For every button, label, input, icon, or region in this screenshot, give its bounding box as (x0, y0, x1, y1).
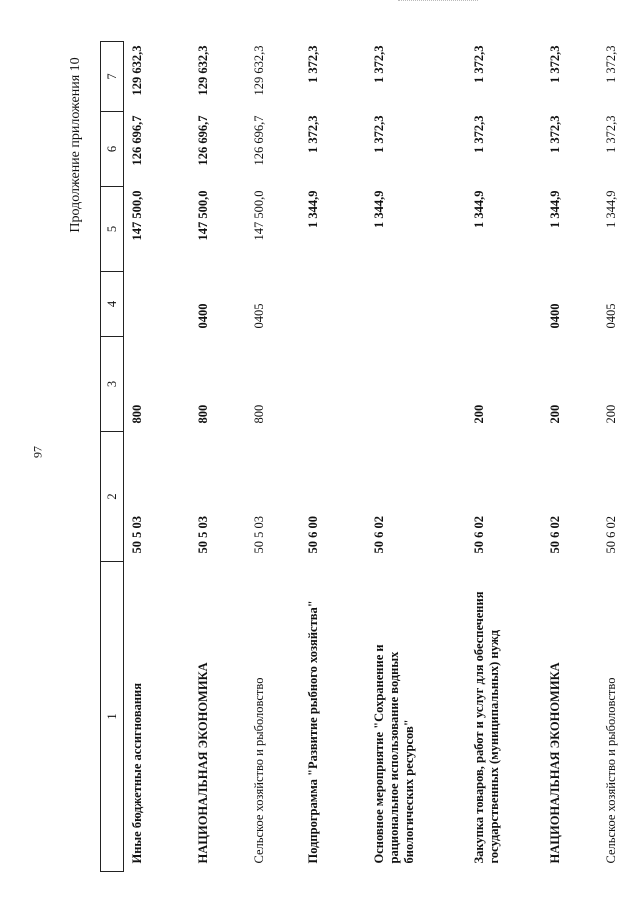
table-row (598, 42, 640, 872)
section-code-cell (124, 272, 191, 337)
target-code-cell: 50 5 03 (130, 516, 144, 554)
table-row (300, 42, 366, 872)
amount-col6-cell: 1 372,3 (306, 115, 320, 153)
amount-col5-cell: 1 344,9 (306, 190, 320, 228)
amount-col7-cell: 1 372,3 (604, 45, 618, 83)
table-row (190, 42, 246, 872)
expense-type-cell (366, 337, 466, 432)
row-name-cell: НАЦИОНАЛЬНАЯ ЭКОНОМИКА (548, 662, 562, 864)
amount-col7-cell: 129 632,3 (196, 45, 210, 96)
amount-col6-cell: 126 696,7 (130, 115, 144, 166)
table-row (466, 42, 542, 872)
target-code-cell: 50 5 03 (252, 516, 266, 554)
target-code-cell: 50 6 02 (372, 516, 386, 554)
amount-col7-cell: 1 372,3 (472, 45, 486, 83)
amount-col6-cell: 1 372,3 (372, 115, 386, 153)
header-col-4: 4 (101, 272, 124, 337)
expense-type-cell: 800 (252, 404, 266, 424)
amount-col5-cell: 1 344,9 (372, 190, 386, 228)
amount-col6-cell: 1 372,3 (472, 115, 486, 153)
header-col-7: 7 (101, 42, 124, 112)
continuation-note: Продолжение приложения 10 (68, 57, 83, 233)
expense-type-cell: 200 (548, 404, 562, 424)
target-code-cell: 50 6 02 (548, 516, 562, 554)
amount-col7-cell: 129 632,3 (252, 45, 266, 96)
target-code-cell: 50 5 03 (196, 516, 210, 554)
section-code-cell (300, 272, 366, 337)
table-row (542, 42, 598, 872)
section-code-cell: 0405 (252, 303, 266, 329)
amount-col7-cell: 1 372,3 (306, 45, 320, 83)
row-name-cell: Подпрограмма "Развитие рыбного хозяйства" (306, 600, 320, 864)
section-code-cell: 0405 (604, 303, 618, 329)
amount-col6-cell: 126 696,7 (252, 115, 266, 166)
expense-type-cell: 800 (130, 404, 144, 424)
expense-type-cell: 800 (196, 404, 210, 424)
table-row (366, 42, 466, 872)
section-code-cell: 0400 (548, 303, 562, 329)
amount-col5-cell: 1 344,9 (604, 190, 618, 228)
amount-col5-cell: 147 500,0 (252, 190, 266, 241)
section-code-cell: 0400 (196, 303, 210, 329)
row-name-cell: Сельское хозяйство и рыболовство (252, 677, 266, 864)
budget-table (100, 41, 640, 872)
scan-mark (398, 0, 478, 5)
row-name-cell: НАЦИОНАЛЬНАЯ ЭКОНОМИКА (196, 662, 210, 864)
rotated-table-container (100, 42, 618, 872)
row-name-cell: Иные бюджетные ассигнования (130, 682, 144, 864)
amount-col7-cell: 129 632,3 (130, 45, 144, 96)
page-number: 97 (30, 446, 45, 458)
header-col-6: 6 (101, 112, 124, 187)
header-col-1: 1 (101, 562, 124, 872)
amount-col5-cell: 1 344,9 (548, 190, 562, 228)
expense-type-cell (300, 337, 366, 432)
header-col-3: 3 (101, 337, 124, 432)
expense-type-cell: 200 (472, 404, 486, 424)
amount-col6-cell: 126 696,7 (196, 115, 210, 166)
expense-type-cell: 200 (604, 404, 618, 424)
table-row (246, 42, 300, 872)
amount-col6-cell: 1 372,3 (548, 115, 562, 153)
amount-col5-cell: 147 500,0 (130, 190, 144, 241)
target-code-cell: 50 6 02 (604, 516, 618, 554)
target-code-cell: 50 6 02 (472, 516, 486, 554)
amount-col7-cell: 1 372,3 (372, 45, 386, 83)
row-name-cell: Основное мероприятие "Сохранение и рациональное использование водных биологических ресурсов" (372, 644, 416, 864)
amount-col5-cell: 1 344,9 (472, 190, 486, 228)
amount-col5-cell: 147 500,0 (196, 190, 210, 241)
amount-col6-cell: 1 372,3 (604, 115, 618, 153)
target-code-cell: 50 6 00 (306, 516, 320, 554)
section-code-cell (466, 272, 542, 337)
table-header-row (101, 42, 124, 872)
row-name-cell: Сельское хозяйство и рыболовство (604, 677, 618, 864)
section-code-cell (366, 272, 466, 337)
table-row (124, 42, 191, 872)
amount-col7-cell: 1 372,3 (548, 45, 562, 83)
header-col-2: 2 (101, 432, 124, 562)
row-name-cell: Закупка товаров, работ и услуг для обеспечения государственных (муниципальных) нужд (472, 591, 501, 864)
header-col-5: 5 (101, 187, 124, 272)
